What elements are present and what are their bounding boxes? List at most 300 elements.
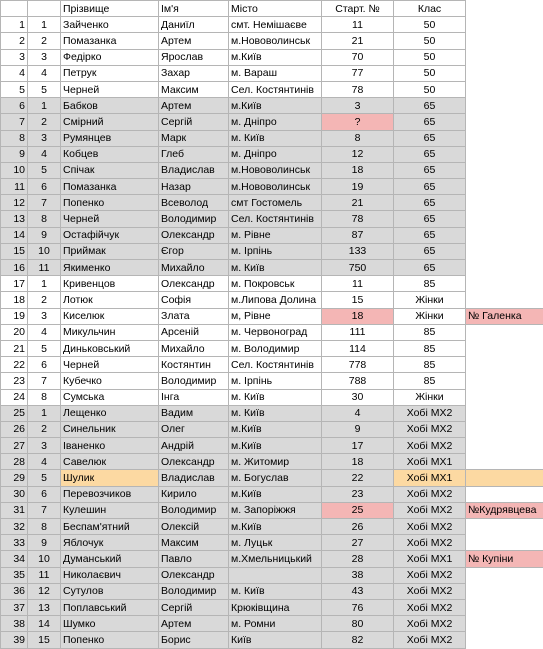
name-cell[interactable]: Володимир: [159, 583, 229, 599]
class-cell[interactable]: Жінки: [394, 389, 466, 405]
name-cell[interactable]: Злата: [159, 308, 229, 324]
class-cell[interactable]: Хобі МХ2: [394, 616, 466, 632]
city-cell[interactable]: м. Луцьк: [229, 535, 322, 551]
start-number-cell[interactable]: 26: [322, 519, 394, 535]
row-number-cell[interactable]: 31: [1, 502, 28, 518]
city-cell[interactable]: м.Нововолинськ: [229, 162, 322, 178]
city-cell[interactable]: м. Рівне: [229, 227, 322, 243]
start-number-cell[interactable]: 21: [322, 195, 394, 211]
note-cell[interactable]: [466, 33, 543, 49]
class-cell[interactable]: 50: [394, 81, 466, 97]
start-number-cell[interactable]: 17: [322, 438, 394, 454]
city-cell[interactable]: м. Київ: [229, 130, 322, 146]
city-cell[interactable]: смт. Немішаєве: [229, 17, 322, 33]
start-number-cell[interactable]: 18: [322, 454, 394, 470]
class-cell[interactable]: Хобі МХ1: [394, 551, 466, 567]
note-cell[interactable]: [466, 632, 543, 648]
surname-cell[interactable]: Приймак: [61, 243, 159, 259]
surname-cell[interactable]: Попенко: [61, 195, 159, 211]
start-number-cell[interactable]: 8: [322, 130, 394, 146]
city-cell[interactable]: м.Нововолинськ: [229, 179, 322, 195]
note-cell[interactable]: [466, 454, 543, 470]
class-cell[interactable]: Жінки: [394, 292, 466, 308]
class-cell[interactable]: 85: [394, 324, 466, 340]
header-cell-name[interactable]: Ім'я: [159, 1, 229, 17]
surname-cell[interactable]: Смірний: [61, 114, 159, 130]
surname-cell[interactable]: Кобцев: [61, 146, 159, 162]
index-cell[interactable]: 2: [28, 33, 61, 49]
index-cell[interactable]: 5: [28, 81, 61, 97]
city-cell[interactable]: м. Ромни: [229, 616, 322, 632]
surname-cell[interactable]: Черней: [61, 81, 159, 97]
name-cell[interactable]: Вадим: [159, 405, 229, 421]
note-cell[interactable]: [466, 599, 543, 615]
city-cell[interactable]: м.Київ: [229, 486, 322, 502]
note-cell[interactable]: № Купіни: [466, 551, 543, 567]
start-number-cell[interactable]: 114: [322, 340, 394, 356]
surname-cell[interactable]: Лотюк: [61, 292, 159, 308]
row-number-cell[interactable]: 34: [1, 551, 28, 567]
note-cell[interactable]: [466, 389, 543, 405]
index-cell[interactable]: 3: [28, 308, 61, 324]
index-cell[interactable]: 11: [28, 567, 61, 583]
city-cell[interactable]: Сел. Костянтинів: [229, 357, 322, 373]
index-cell[interactable]: 6: [28, 179, 61, 195]
index-cell[interactable]: 7: [28, 502, 61, 518]
start-number-cell[interactable]: 788: [322, 373, 394, 389]
start-number-cell[interactable]: 778: [322, 357, 394, 373]
surname-cell[interactable]: Федірко: [61, 49, 159, 65]
name-cell[interactable]: Олексій: [159, 519, 229, 535]
city-cell[interactable]: м.Нововолинськ: [229, 33, 322, 49]
row-number-cell[interactable]: 18: [1, 292, 28, 308]
surname-cell[interactable]: Петрук: [61, 65, 159, 81]
surname-cell[interactable]: Бабков: [61, 98, 159, 114]
surname-cell[interactable]: Румянцев: [61, 130, 159, 146]
index-cell[interactable]: 8: [28, 519, 61, 535]
row-number-cell[interactable]: 25: [1, 405, 28, 421]
class-cell[interactable]: 65: [394, 114, 466, 130]
index-cell[interactable]: 5: [28, 470, 61, 486]
surname-cell[interactable]: Черней: [61, 357, 159, 373]
surname-cell[interactable]: Помазанка: [61, 33, 159, 49]
class-cell[interactable]: Хобі МХ2: [394, 421, 466, 437]
index-cell[interactable]: 8: [28, 211, 61, 227]
note-cell[interactable]: [466, 470, 543, 486]
surname-cell[interactable]: Шулик: [61, 470, 159, 486]
surname-cell[interactable]: Черней: [61, 211, 159, 227]
index-cell[interactable]: 4: [28, 454, 61, 470]
city-cell[interactable]: м. Київ: [229, 260, 322, 276]
name-cell[interactable]: Олександр: [159, 227, 229, 243]
index-cell[interactable]: 9: [28, 227, 61, 243]
index-cell[interactable]: 7: [28, 195, 61, 211]
note-cell[interactable]: [466, 292, 543, 308]
name-cell[interactable]: Кирило: [159, 486, 229, 502]
index-cell[interactable]: 5: [28, 340, 61, 356]
index-cell[interactable]: 6: [28, 486, 61, 502]
class-cell[interactable]: Хобі МХ1: [394, 454, 466, 470]
surname-cell[interactable]: Іваненко: [61, 438, 159, 454]
name-cell[interactable]: Артем: [159, 33, 229, 49]
surname-cell[interactable]: Лещенко: [61, 405, 159, 421]
row-number-cell[interactable]: 9: [1, 146, 28, 162]
start-number-cell[interactable]: 30: [322, 389, 394, 405]
row-number-cell[interactable]: 27: [1, 438, 28, 454]
start-number-cell[interactable]: 12: [322, 146, 394, 162]
note-cell[interactable]: [466, 567, 543, 583]
start-number-cell[interactable]: 18: [322, 162, 394, 178]
surname-cell[interactable]: Синельник: [61, 421, 159, 437]
row-number-cell[interactable]: 39: [1, 632, 28, 648]
header-cell-class[interactable]: Клас: [394, 1, 466, 17]
note-cell[interactable]: [466, 195, 543, 211]
name-cell[interactable]: Артем: [159, 616, 229, 632]
surname-cell[interactable]: Беспам'ятний: [61, 519, 159, 535]
name-cell[interactable]: Олег: [159, 421, 229, 437]
start-number-cell[interactable]: 11: [322, 276, 394, 292]
name-cell[interactable]: Володимир: [159, 373, 229, 389]
start-number-cell[interactable]: 38: [322, 567, 394, 583]
city-cell[interactable]: м. Ірпінь: [229, 243, 322, 259]
city-cell[interactable]: м. Дніпро: [229, 146, 322, 162]
header-cell-start-number[interactable]: Старт. №: [322, 1, 394, 17]
class-cell[interactable]: 85: [394, 276, 466, 292]
name-cell[interactable]: Борис: [159, 632, 229, 648]
row-number-cell[interactable]: 30: [1, 486, 28, 502]
class-cell[interactable]: 50: [394, 65, 466, 81]
city-cell[interactable]: м. Дніпро: [229, 114, 322, 130]
note-cell[interactable]: [466, 17, 543, 33]
note-cell[interactable]: [466, 49, 543, 65]
class-cell[interactable]: Хобі МХ2: [394, 632, 466, 648]
city-cell[interactable]: смт Гостомель: [229, 195, 322, 211]
surname-cell[interactable]: Остафійчук: [61, 227, 159, 243]
index-cell[interactable]: 9: [28, 535, 61, 551]
city-cell[interactable]: м. Житомир: [229, 454, 322, 470]
city-cell[interactable]: м. Володимир: [229, 340, 322, 356]
class-cell[interactable]: 85: [394, 357, 466, 373]
city-cell[interactable]: Сел. Костянтинів: [229, 211, 322, 227]
city-cell[interactable]: м.Київ: [229, 519, 322, 535]
surname-cell[interactable]: Шумко: [61, 616, 159, 632]
header-cell-empty[interactable]: [466, 1, 543, 17]
surname-cell[interactable]: Николаєвич: [61, 567, 159, 583]
name-cell[interactable]: Артем: [159, 98, 229, 114]
class-cell[interactable]: 65: [394, 195, 466, 211]
name-cell[interactable]: Сергій: [159, 599, 229, 615]
surname-cell[interactable]: Киселюк: [61, 308, 159, 324]
class-cell[interactable]: 50: [394, 49, 466, 65]
row-number-cell[interactable]: 10: [1, 162, 28, 178]
index-cell[interactable]: 1: [28, 276, 61, 292]
start-number-cell[interactable]: 22: [322, 470, 394, 486]
surname-cell[interactable]: Перевозчиков: [61, 486, 159, 502]
class-cell[interactable]: 85: [394, 373, 466, 389]
city-cell[interactable]: Сел. Костянтинів: [229, 81, 322, 97]
start-number-cell[interactable]: 19: [322, 179, 394, 195]
row-number-cell[interactable]: 17: [1, 276, 28, 292]
start-number-cell[interactable]: 23: [322, 486, 394, 502]
index-cell[interactable]: 11: [28, 260, 61, 276]
start-number-cell[interactable]: 133: [322, 243, 394, 259]
name-cell[interactable]: Володимир: [159, 211, 229, 227]
name-cell[interactable]: Ярослав: [159, 49, 229, 65]
start-number-cell[interactable]: 87: [322, 227, 394, 243]
note-cell[interactable]: [466, 130, 543, 146]
start-number-cell[interactable]: 78: [322, 211, 394, 227]
row-number-cell[interactable]: 22: [1, 357, 28, 373]
index-cell[interactable]: 2: [28, 292, 61, 308]
index-cell[interactable]: 15: [28, 632, 61, 648]
surname-cell[interactable]: Сутулов: [61, 583, 159, 599]
header-cell-city[interactable]: Місто: [229, 1, 322, 17]
row-number-cell[interactable]: 23: [1, 373, 28, 389]
surname-cell[interactable]: Помазанка: [61, 179, 159, 195]
start-number-cell[interactable]: 111: [322, 324, 394, 340]
name-cell[interactable]: Андрій: [159, 438, 229, 454]
note-cell[interactable]: [466, 421, 543, 437]
note-cell[interactable]: [466, 583, 543, 599]
name-cell[interactable]: Софія: [159, 292, 229, 308]
name-cell[interactable]: Олександр: [159, 454, 229, 470]
city-cell[interactable]: м. Запоріжжя: [229, 502, 322, 518]
name-cell[interactable]: Олександр: [159, 276, 229, 292]
city-cell[interactable]: м. Київ: [229, 389, 322, 405]
name-cell[interactable]: Михайло: [159, 340, 229, 356]
surname-cell[interactable]: Кубечко: [61, 373, 159, 389]
row-number-cell[interactable]: 36: [1, 583, 28, 599]
city-cell[interactable]: м, Рівне: [229, 308, 322, 324]
header-cell-surname[interactable]: Прізвище: [61, 1, 159, 17]
index-cell[interactable]: 2: [28, 114, 61, 130]
class-cell[interactable]: Хобі МХ2: [394, 502, 466, 518]
city-cell[interactable]: м.Київ: [229, 421, 322, 437]
index-cell[interactable]: 6: [28, 357, 61, 373]
surname-cell[interactable]: Кулешин: [61, 502, 159, 518]
name-cell[interactable]: Єгор: [159, 243, 229, 259]
index-cell[interactable]: 10: [28, 551, 61, 567]
index-cell[interactable]: 3: [28, 438, 61, 454]
start-number-cell[interactable]: 28: [322, 551, 394, 567]
index-cell[interactable]: 1: [28, 405, 61, 421]
name-cell[interactable]: Владислав: [159, 470, 229, 486]
name-cell[interactable]: Костянтин: [159, 357, 229, 373]
note-cell[interactable]: № Галенка: [466, 308, 543, 324]
city-cell[interactable]: м. Червоноград: [229, 324, 322, 340]
class-cell[interactable]: 65: [394, 98, 466, 114]
index-cell[interactable]: 2: [28, 421, 61, 437]
start-number-cell[interactable]: 70: [322, 49, 394, 65]
class-cell[interactable]: Хобі МХ2: [394, 486, 466, 502]
row-number-cell[interactable]: 37: [1, 599, 28, 615]
note-cell[interactable]: [466, 519, 543, 535]
class-cell[interactable]: 65: [394, 243, 466, 259]
row-number-cell[interactable]: 28: [1, 454, 28, 470]
class-cell[interactable]: Хобі МХ2: [394, 567, 466, 583]
note-cell[interactable]: [466, 276, 543, 292]
surname-cell[interactable]: Зайченко: [61, 17, 159, 33]
row-number-cell[interactable]: 19: [1, 308, 28, 324]
row-number-cell[interactable]: 16: [1, 260, 28, 276]
note-cell[interactable]: [466, 486, 543, 502]
row-number-cell[interactable]: 21: [1, 340, 28, 356]
class-cell[interactable]: Хобі МХ2: [394, 583, 466, 599]
row-number-cell[interactable]: 3: [1, 49, 28, 65]
start-number-cell[interactable]: 750: [322, 260, 394, 276]
class-cell[interactable]: 65: [394, 130, 466, 146]
start-number-cell[interactable]: 15: [322, 292, 394, 308]
city-cell[interactable]: м. Богуслав: [229, 470, 322, 486]
row-number-cell[interactable]: 13: [1, 211, 28, 227]
note-cell[interactable]: [466, 211, 543, 227]
row-number-cell[interactable]: 12: [1, 195, 28, 211]
row-number-cell[interactable]: 38: [1, 616, 28, 632]
row-number-cell[interactable]: 29: [1, 470, 28, 486]
note-cell[interactable]: [466, 260, 543, 276]
note-cell[interactable]: [466, 162, 543, 178]
name-cell[interactable]: Марк: [159, 130, 229, 146]
name-cell[interactable]: Захар: [159, 65, 229, 81]
index-cell[interactable]: 1: [28, 17, 61, 33]
start-number-cell[interactable]: 21: [322, 33, 394, 49]
note-cell[interactable]: [466, 616, 543, 632]
start-number-cell[interactable]: 76: [322, 599, 394, 615]
start-number-cell[interactable]: 82: [322, 632, 394, 648]
class-cell[interactable]: Хобі МХ2: [394, 519, 466, 535]
city-cell[interactable]: м. Київ: [229, 405, 322, 421]
surname-cell[interactable]: Поплавський: [61, 599, 159, 615]
class-cell[interactable]: 50: [394, 33, 466, 49]
city-cell[interactable]: Київ: [229, 632, 322, 648]
note-cell[interactable]: [466, 373, 543, 389]
class-cell[interactable]: 65: [394, 260, 466, 276]
city-cell[interactable]: м.Київ: [229, 49, 322, 65]
note-cell[interactable]: [466, 405, 543, 421]
class-cell[interactable]: Хобі МХ2: [394, 405, 466, 421]
surname-cell[interactable]: Сумська: [61, 389, 159, 405]
row-number-cell[interactable]: 5: [1, 81, 28, 97]
surname-cell[interactable]: Микульчин: [61, 324, 159, 340]
start-number-cell[interactable]: 78: [322, 81, 394, 97]
note-cell[interactable]: [466, 65, 543, 81]
class-cell[interactable]: Хобі МХ2: [394, 535, 466, 551]
index-cell[interactable]: 10: [28, 243, 61, 259]
name-cell[interactable]: Арсеній: [159, 324, 229, 340]
row-number-cell[interactable]: 35: [1, 567, 28, 583]
start-number-cell[interactable]: 11: [322, 17, 394, 33]
index-cell[interactable]: 4: [28, 324, 61, 340]
name-cell[interactable]: Сергій: [159, 114, 229, 130]
surname-cell[interactable]: Кривенцов: [61, 276, 159, 292]
start-number-cell[interactable]: 43: [322, 583, 394, 599]
name-cell[interactable]: Володимир: [159, 502, 229, 518]
start-number-cell[interactable]: 18: [322, 308, 394, 324]
city-cell[interactable]: м. Вараш: [229, 65, 322, 81]
note-cell[interactable]: [466, 324, 543, 340]
header-cell-row-number[interactable]: [1, 1, 28, 17]
surname-cell[interactable]: Савелюк: [61, 454, 159, 470]
city-cell[interactable]: м. Київ: [229, 583, 322, 599]
name-cell[interactable]: Олександр: [159, 567, 229, 583]
row-number-cell[interactable]: 2: [1, 33, 28, 49]
start-number-cell[interactable]: 27: [322, 535, 394, 551]
index-cell[interactable]: 13: [28, 599, 61, 615]
surname-cell[interactable]: Думанський: [61, 551, 159, 567]
note-cell[interactable]: [466, 98, 543, 114]
class-cell[interactable]: 65: [394, 211, 466, 227]
class-cell[interactable]: Хобі МХ2: [394, 438, 466, 454]
index-cell[interactable]: 4: [28, 65, 61, 81]
note-cell[interactable]: [466, 535, 543, 551]
city-cell[interactable]: м. Ірпінь: [229, 373, 322, 389]
row-number-cell[interactable]: 32: [1, 519, 28, 535]
surname-cell[interactable]: Спічак: [61, 162, 159, 178]
name-cell[interactable]: Інга: [159, 389, 229, 405]
class-cell[interactable]: 50: [394, 17, 466, 33]
note-cell[interactable]: [466, 438, 543, 454]
city-cell[interactable]: м.Київ: [229, 438, 322, 454]
name-cell[interactable]: Назар: [159, 179, 229, 195]
start-number-cell[interactable]: ?: [322, 114, 394, 130]
name-cell[interactable]: Даниїл: [159, 17, 229, 33]
note-cell[interactable]: [466, 146, 543, 162]
note-cell[interactable]: [466, 357, 543, 373]
row-number-cell[interactable]: 33: [1, 535, 28, 551]
surname-cell[interactable]: Диньковський: [61, 340, 159, 356]
start-number-cell[interactable]: 9: [322, 421, 394, 437]
name-cell[interactable]: Максим: [159, 535, 229, 551]
city-cell[interactable]: [229, 567, 322, 583]
class-cell[interactable]: 85: [394, 340, 466, 356]
start-number-cell[interactable]: 80: [322, 616, 394, 632]
row-number-cell[interactable]: 4: [1, 65, 28, 81]
note-cell[interactable]: [466, 114, 543, 130]
city-cell[interactable]: м.Липова Долина: [229, 292, 322, 308]
name-cell[interactable]: Михайло: [159, 260, 229, 276]
name-cell[interactable]: Павло: [159, 551, 229, 567]
class-cell[interactable]: 65: [394, 227, 466, 243]
index-cell[interactable]: 5: [28, 162, 61, 178]
note-cell[interactable]: №Кудрявцева: [466, 502, 543, 518]
class-cell[interactable]: 65: [394, 162, 466, 178]
note-cell[interactable]: [466, 227, 543, 243]
index-cell[interactable]: 1: [28, 98, 61, 114]
index-cell[interactable]: 14: [28, 616, 61, 632]
index-cell[interactable]: 3: [28, 130, 61, 146]
note-cell[interactable]: [466, 340, 543, 356]
city-cell[interactable]: м.Хмельницький: [229, 551, 322, 567]
start-number-cell[interactable]: 25: [322, 502, 394, 518]
class-cell[interactable]: Хобі МХ2: [394, 599, 466, 615]
class-cell[interactable]: Хобі МХ1: [394, 470, 466, 486]
class-cell[interactable]: 65: [394, 179, 466, 195]
index-cell[interactable]: 12: [28, 583, 61, 599]
start-number-cell[interactable]: 4: [322, 405, 394, 421]
index-cell[interactable]: 8: [28, 389, 61, 405]
name-cell[interactable]: Всеволод: [159, 195, 229, 211]
class-cell[interactable]: Жінки: [394, 308, 466, 324]
city-cell[interactable]: Крюківщина: [229, 599, 322, 615]
start-number-cell[interactable]: 77: [322, 65, 394, 81]
row-number-cell[interactable]: 14: [1, 227, 28, 243]
index-cell[interactable]: 7: [28, 373, 61, 389]
city-cell[interactable]: м. Покровськ: [229, 276, 322, 292]
header-cell-index[interactable]: [28, 1, 61, 17]
row-number-cell[interactable]: 24: [1, 389, 28, 405]
note-cell[interactable]: [466, 81, 543, 97]
surname-cell[interactable]: Якименко: [61, 260, 159, 276]
